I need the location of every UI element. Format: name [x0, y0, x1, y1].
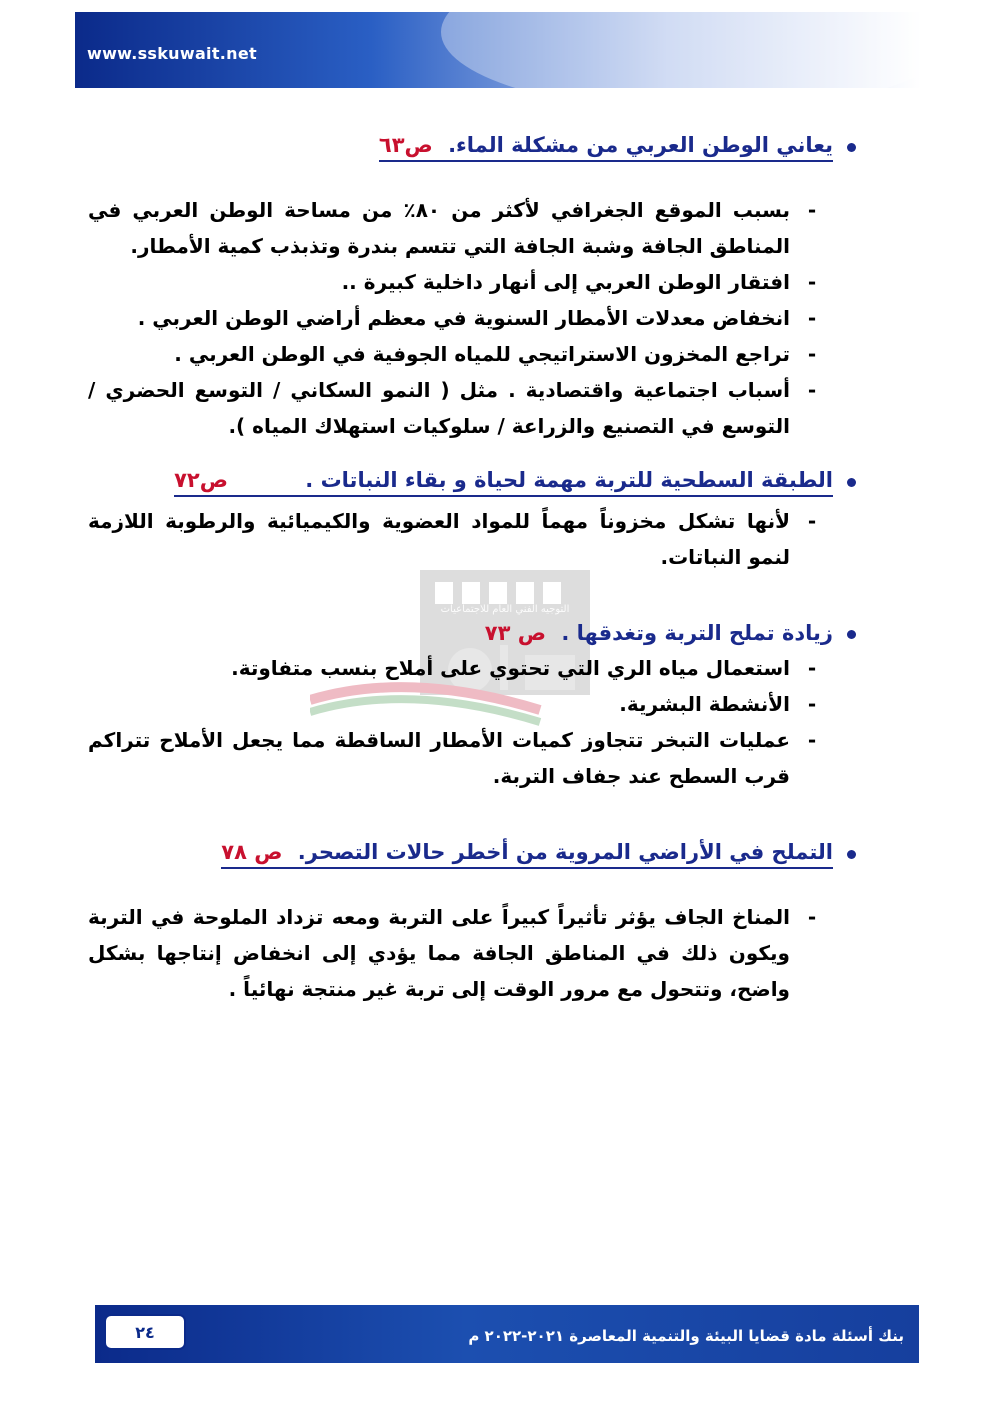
dash-icon: -: [807, 728, 817, 752]
footer-title: بنك أسئلة مادة قضايا البيئة والتنمية المعاصرة ٢٠٢١-٢٠٢٢ م: [468, 1327, 904, 1345]
heading-text: [379, 133, 833, 162]
bullet-icon: [847, 850, 856, 859]
dash-icon: -: [807, 342, 817, 366]
item-text: المناخ الجاف يؤثر تأثيراً كبيراً على التربة ومعه تزداد الملوحة في التربة ويكون ذلك في المناطق الجافة مما يؤدي إلى انخفاض إنتاجها بشكل واضح، وتتحول مع مرور الوقت إلى تربة غير منتجة نهائياً .: [88, 905, 790, 1001]
item-text: انخفاض معدلات الأمطار السنوية في معظم أراضي الوطن العربي .: [137, 306, 790, 330]
dash-icon: -: [807, 306, 817, 330]
main-content: [88, 125, 860, 1007]
section-desertification: [88, 840, 860, 1007]
item-text: استعمال مياه الري التي تحتوي على أملاح بنسب متفاوتة.: [231, 656, 790, 680]
dash-icon: -: [807, 692, 817, 716]
answer-list: [88, 650, 822, 794]
heading-title: زيادة تملح التربة وتغدقها .: [561, 621, 833, 645]
dash-icon: -: [807, 905, 817, 929]
item-text: افتقار الوطن العربي إلى أنهار داخلية كبيرة ..: [341, 270, 790, 294]
list-item: [88, 650, 822, 686]
answer-list: [88, 899, 822, 1007]
dash-icon: -: [807, 378, 817, 402]
section-heading: [88, 468, 860, 497]
item-text: بسبب الموقع الجغرافي لأكثر من ٨٠٪ من مساحة الوطن العربي في المناطق الجافة وشبة الجافة التي تتسم بندرة وتذبذب كمية الأمطار.: [88, 198, 790, 258]
heading-title: الطبقة السطحية للتربة مهمة لحياة و بقاء النباتات .: [305, 468, 833, 492]
page-reference: ص٦٣: [378, 133, 433, 157]
section-heading: [88, 621, 860, 648]
bullet-icon: [847, 478, 856, 487]
list-item: [88, 192, 822, 264]
dash-icon: -: [807, 198, 817, 222]
item-text: تراجع المخزون الاستراتيجي للمياه الجوفية في الوطن العربي .: [174, 342, 790, 366]
heading-text: [221, 840, 833, 869]
heading-text: [485, 621, 833, 648]
page-number: ٢٤: [104, 1314, 186, 1350]
page-reference: ص ٧٣: [484, 621, 546, 645]
section-heading: [88, 133, 860, 162]
dash-icon: -: [807, 656, 817, 680]
list-item: [88, 336, 822, 372]
bullet-icon: [847, 143, 856, 152]
list-item: [88, 503, 822, 575]
section-heading: [88, 840, 860, 869]
heading-title: التملح في الأراضي المروية من أخطر حالات التصحر.: [297, 840, 833, 864]
watermark-text: التوجيه الفني العام للاجتماعيات: [440, 604, 570, 615]
dash-icon: -: [807, 270, 817, 294]
item-text: أسباب اجتماعية واقتصادية . مثل ( النمو السكاني / التوسع الحضري / التوسع في التصنيع والزراعة / سلوكيات استهلاك المياه ).: [88, 378, 790, 438]
list-item: [88, 899, 822, 1007]
section-water-problem: [88, 133, 860, 444]
answer-list: [88, 192, 822, 444]
item-text: عمليات التبخر تتجاوز كميات الأمطار الساقطة مما يجعل الأملاح تتراكم قرب السطح عند جفاف التربة.: [88, 728, 790, 788]
section-soil-salinity: [88, 621, 860, 794]
list-item: [88, 264, 822, 300]
answer-list: [88, 503, 822, 575]
list-item: [88, 300, 822, 336]
item-text: لأنها تشكل مخزوناً مهماً للمواد العضوية والكيميائية والرطوبة اللازمة لنمو النباتات.: [88, 509, 790, 569]
item-text: الأنشطة البشرية.: [619, 692, 790, 716]
bullet-icon: [847, 630, 856, 639]
list-item: [88, 372, 822, 444]
heading-text: [174, 468, 833, 497]
list-item: [88, 722, 822, 794]
heading-title: يعاني الوطن العربي من مشكلة الماء.: [448, 133, 833, 157]
page-reference: ص٧٢: [174, 468, 228, 492]
section-topsoil: [88, 468, 860, 575]
list-item: [88, 686, 822, 722]
site-url[interactable]: www.sskuwait.net: [87, 44, 257, 63]
dash-icon: -: [807, 509, 817, 533]
page-reference: ص ٧٨: [221, 840, 283, 864]
